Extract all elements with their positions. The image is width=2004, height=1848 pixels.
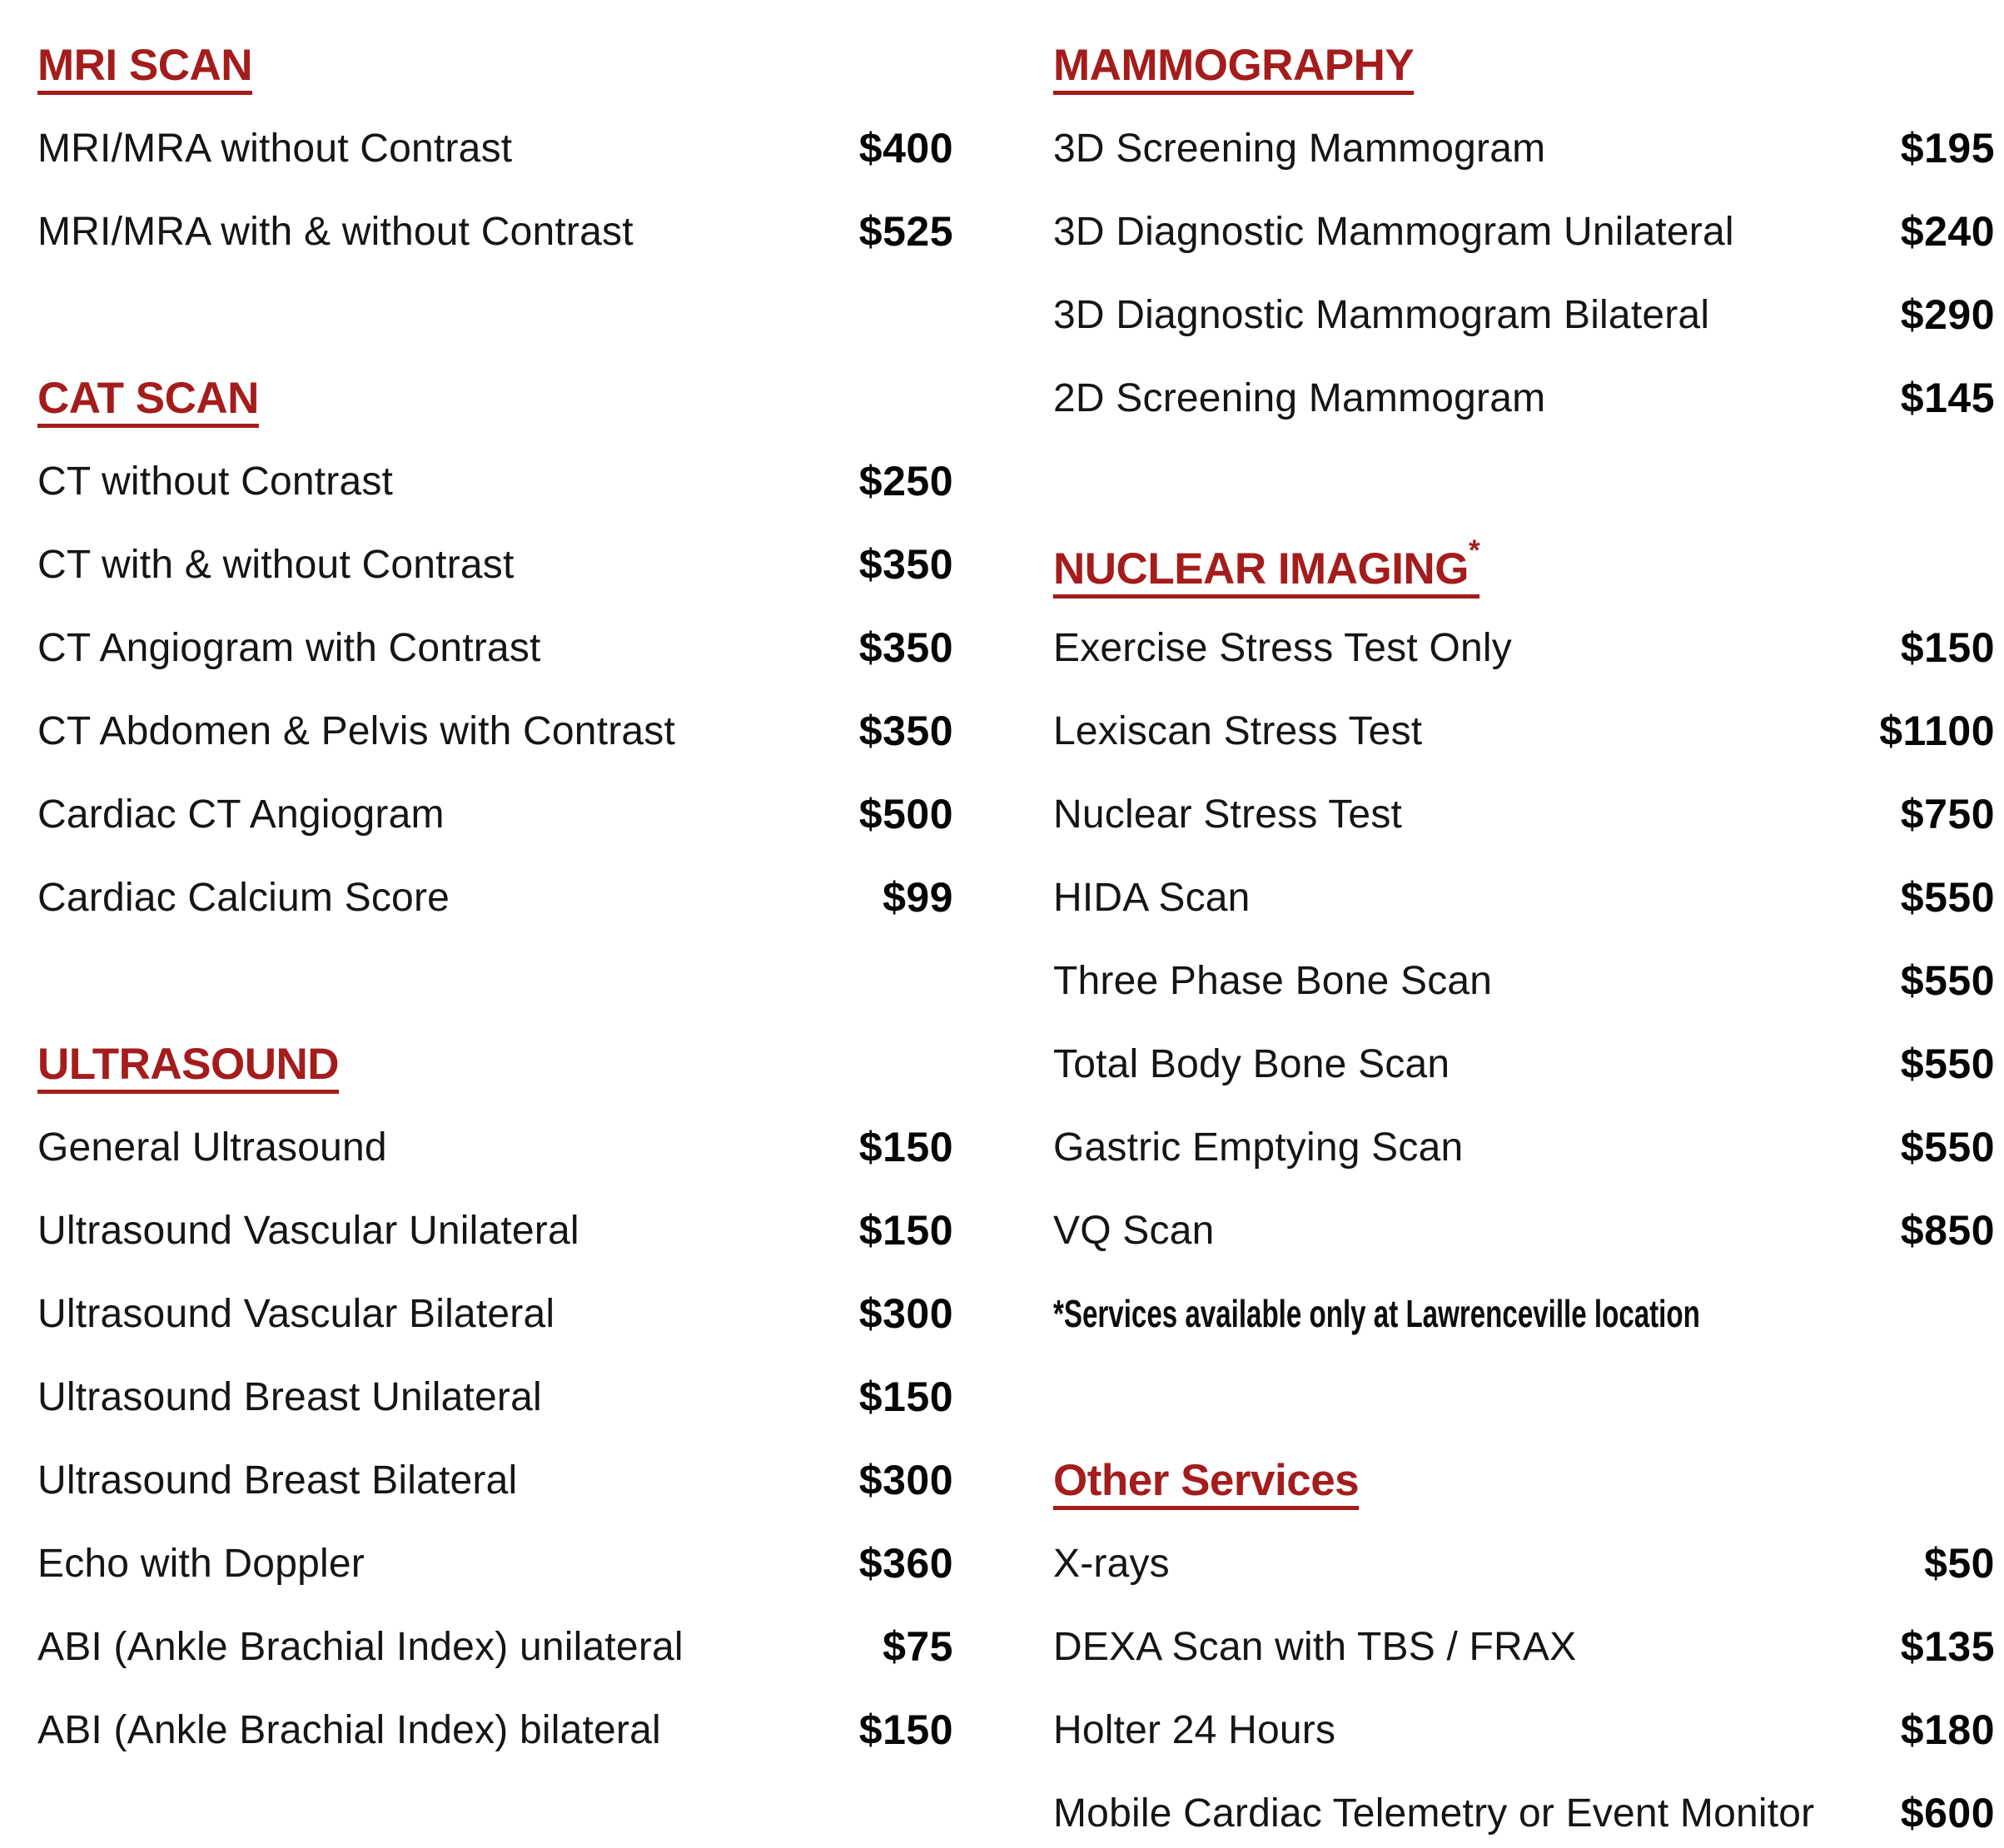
section-heading-text: Other Services xyxy=(1053,1455,1360,1505)
section-ultrasound xyxy=(37,1022,953,1771)
price-row xyxy=(1053,1189,1995,1272)
service-price: $1100 xyxy=(1879,708,1995,754)
service-label: 3D Diagnostic Mammogram Unilateral xyxy=(1053,209,1734,254)
service-price: $600 xyxy=(1900,1790,1995,1836)
service-label: Ultrasound Vascular Bilateral xyxy=(37,1291,555,1336)
section-other-services xyxy=(1053,1438,1995,1848)
price-row xyxy=(1053,689,1995,772)
service-price: $75 xyxy=(883,1623,953,1670)
service-label: CT Abdomen & Pelvis with Contrast xyxy=(37,708,676,753)
price-row xyxy=(37,1522,953,1605)
service-price: $290 xyxy=(1900,291,1995,338)
service-label: 2D Screening Mammogram xyxy=(1053,375,1546,420)
service-label: Gastric Emptying Scan xyxy=(1053,1125,1464,1170)
price-row xyxy=(37,772,953,856)
service-label: Exercise Stress Test Only xyxy=(1053,625,1512,670)
price-row xyxy=(1053,1022,1995,1105)
section-gap xyxy=(1053,1355,1995,1438)
section-heading-text: ULTRASOUND xyxy=(37,1039,340,1089)
price-row xyxy=(37,1605,953,1688)
service-price: $350 xyxy=(858,708,953,754)
footnote-asterisk: * xyxy=(1468,534,1480,567)
service-price: $150 xyxy=(1900,624,1995,671)
service-price: $240 xyxy=(1900,208,1995,255)
service-price: $195 xyxy=(1900,125,1995,171)
section-heading xyxy=(1053,23,1995,107)
service-label: Cardiac Calcium Score xyxy=(37,875,450,920)
price-row xyxy=(37,1438,953,1522)
service-label: Nuclear Stress Test xyxy=(1053,792,1403,837)
service-label: 3D Screening Mammogram xyxy=(1053,126,1546,171)
section-heading-text: MRI SCAN xyxy=(37,40,253,90)
service-price: $150 xyxy=(858,1374,953,1420)
section-heading-text: MAMMOGRAPHY xyxy=(1053,40,1415,90)
section-gap xyxy=(1053,440,1995,523)
service-price: $525 xyxy=(858,208,953,255)
price-row xyxy=(37,689,953,772)
section-gap xyxy=(37,273,953,356)
price-row xyxy=(1053,1605,1995,1688)
service-price: $360 xyxy=(858,1540,953,1587)
service-label: Total Body Bone Scan xyxy=(1053,1041,1450,1086)
service-price: $300 xyxy=(858,1457,953,1503)
price-row xyxy=(1053,1522,1995,1605)
service-label: CT Angiogram with Contrast xyxy=(37,625,541,670)
price-row xyxy=(37,606,953,689)
section-heading xyxy=(37,356,953,440)
section-mri-scan xyxy=(37,23,953,273)
service-price: $550 xyxy=(1900,1124,1995,1170)
service-price: $550 xyxy=(1900,957,1995,1004)
price-row xyxy=(1053,1105,1995,1189)
price-row xyxy=(37,856,953,939)
service-label: Holter 24 Hours xyxy=(1053,1707,1336,1752)
service-price: $145 xyxy=(1900,375,1995,421)
price-row xyxy=(1053,856,1995,939)
service-label: Cardiac CT Angiogram xyxy=(37,792,445,837)
price-row xyxy=(1053,939,1995,1022)
price-row xyxy=(37,107,953,190)
service-label: MRI/MRA with & without Contrast xyxy=(37,209,634,254)
section-mammography xyxy=(1053,23,1995,440)
price-row xyxy=(1053,772,1995,856)
service-price: $850 xyxy=(1900,1207,1995,1254)
service-label: CT with & without Contrast xyxy=(37,542,515,587)
price-row xyxy=(37,1105,953,1189)
service-price: $150 xyxy=(858,1207,953,1254)
price-row xyxy=(37,190,953,273)
section-heading xyxy=(37,1022,953,1105)
service-label: Lexiscan Stress Test xyxy=(1053,708,1423,753)
service-price: $750 xyxy=(1900,791,1995,837)
service-price: $550 xyxy=(1900,874,1995,921)
service-price: $135 xyxy=(1900,1623,1995,1670)
service-label: CT without Contrast xyxy=(37,459,394,504)
price-row xyxy=(1053,606,1995,689)
service-label: 3D Diagnostic Mammogram Bilateral xyxy=(1053,292,1710,337)
service-label: VQ Scan xyxy=(1053,1208,1215,1253)
price-row xyxy=(1053,273,1995,356)
service-label: X-rays xyxy=(1053,1541,1170,1586)
service-label: Mobile Cardiac Telemetry or Event Monitor xyxy=(1053,1791,1815,1836)
service-label: ABI (Ankle Brachial Index) bilateral xyxy=(37,1707,661,1752)
service-label: General Ultrasound xyxy=(37,1125,387,1170)
section-heading xyxy=(1053,523,1995,606)
footnote: *Services available only at Lawrenceville location xyxy=(1053,1292,1700,1335)
price-row xyxy=(1053,107,1995,190)
service-price: $350 xyxy=(858,541,953,588)
left-column xyxy=(37,23,953,1848)
section-heading xyxy=(37,23,953,107)
price-row xyxy=(1053,356,1995,440)
price-row xyxy=(37,1355,953,1438)
service-price: $180 xyxy=(1900,1706,1995,1753)
footnote-row xyxy=(1053,1272,1995,1355)
service-price: $150 xyxy=(858,1124,953,1170)
price-row xyxy=(37,523,953,606)
service-label: MRI/MRA without Contrast xyxy=(37,126,513,171)
service-price: $150 xyxy=(858,1706,953,1753)
price-row xyxy=(37,1272,953,1355)
service-price: $550 xyxy=(1900,1041,1995,1087)
section-heading-text: NUCLEAR IMAGING* xyxy=(1053,534,1480,594)
right-column xyxy=(1053,23,1995,1848)
service-label: Ultrasound Vascular Unilateral xyxy=(37,1208,579,1253)
section-cat-scan xyxy=(37,356,953,939)
service-label: ABI (Ankle Brachial Index) unilateral xyxy=(37,1624,684,1669)
service-price: $99 xyxy=(883,874,953,921)
section-heading-text: CAT SCAN xyxy=(37,373,259,423)
service-price: $350 xyxy=(858,624,953,671)
service-price: $300 xyxy=(858,1290,953,1337)
section-heading xyxy=(1053,1438,1995,1522)
price-row xyxy=(1053,1688,1995,1771)
price-row xyxy=(1053,1771,1995,1848)
section-gap xyxy=(37,939,953,1022)
service-price: $250 xyxy=(858,458,953,504)
service-label: Ultrasound Breast Bilateral xyxy=(37,1458,518,1503)
price-row xyxy=(37,1189,953,1272)
section-nuclear-imaging xyxy=(1053,523,1995,1355)
service-label: HIDA Scan xyxy=(1053,875,1251,920)
service-label: Echo with Doppler xyxy=(37,1541,365,1586)
service-label: DEXA Scan with TBS / FRAX xyxy=(1053,1624,1577,1669)
service-price: $400 xyxy=(858,125,953,171)
service-label: Three Phase Bone Scan xyxy=(1053,958,1493,1003)
service-price: $500 xyxy=(858,791,953,837)
price-row xyxy=(37,1688,953,1771)
price-row xyxy=(1053,190,1995,273)
service-price: $50 xyxy=(1924,1540,1995,1587)
price-row xyxy=(37,440,953,523)
service-label: Ultrasound Breast Unilateral xyxy=(37,1374,542,1419)
